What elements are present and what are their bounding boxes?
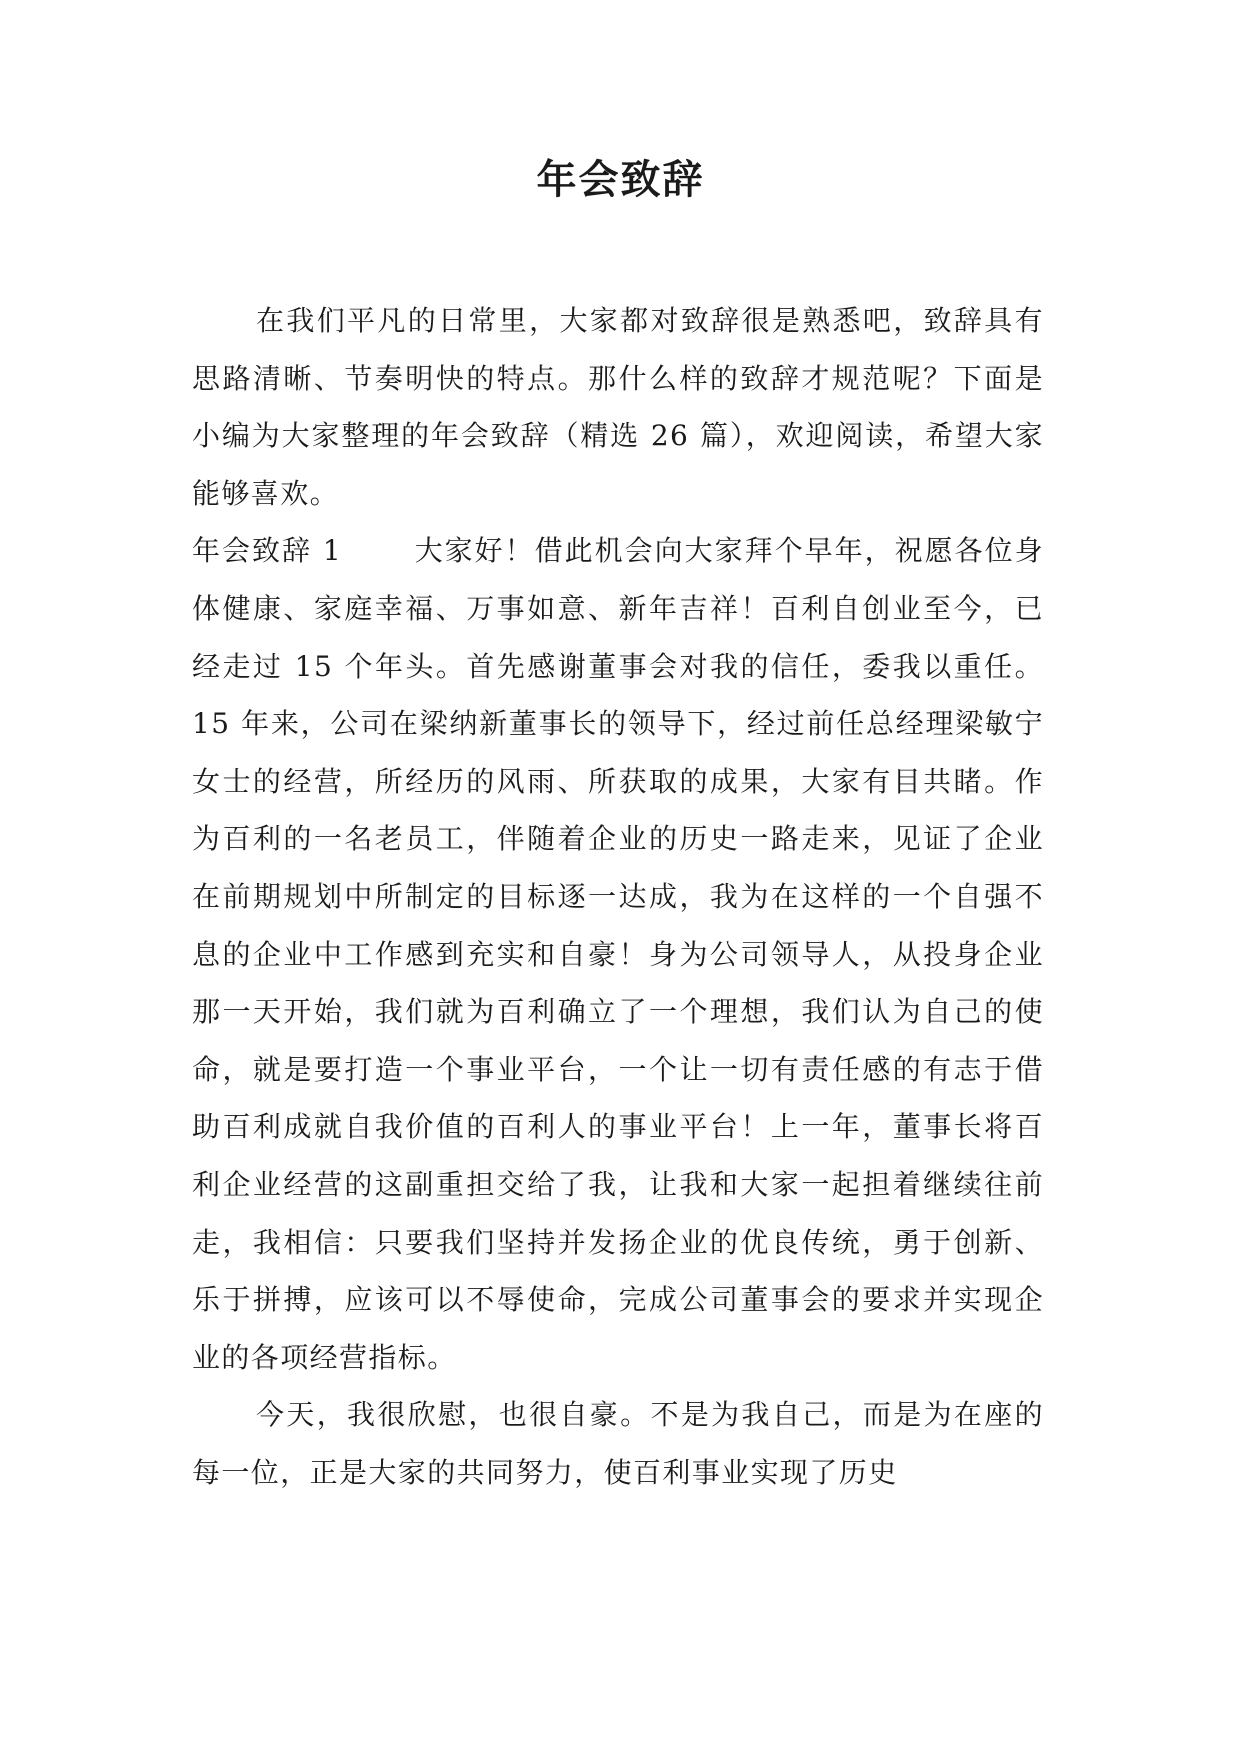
section-1-text: 大家好！借此机会向大家拜个早年，祝愿各位身体健康、家庭幸福、万事如意、新年吉祥！百利自创业至今，已经走过 15 个年头。首先感谢董事会对我的信任，委我以重任。15 年来，公司在梁纳新董事长的领导下，经过前任总经理梁敏宁女士的经营，所经历的风雨、所获取的成果，大家有目共睹。作为百利的一名老员工，伴随着企业的历史一路走来，见证了企业在前期规划中所制定的目标逐一达成，我为在这样的一个自强不息的企业中工作感到充实和自豪！身为公司领导人，从投身企业那一天开始，我们就为百利确立了一个理想，我们认为自己的使命，就是要打造一个事业平台，一个让一切有责任感的有志于借助百利成就自我价值的百利人的事业平台！上一年，董事长将百利企业经营的这副重担交给了我，让我和大家一起担着继续往前走，我相信：只要我们坚持并发扬企业的优良传统，勇于创新、乐于拼搏，应该可以不辱使命，完成公司董事会的要求并实现企业的各项经营指标。 <box>192 534 1044 1374</box>
document-body <box>192 292 1044 1501</box>
document-title: 年会致辞 <box>536 157 705 203</box>
intro-paragraph: 在我们平凡的日常里，大家都对致辞很是熟悉吧，致辞具有思路清晰、节奏明快的特点。那什么样的致辞才规范呢？下面是小编为大家整理的年会致辞（精选 26 篇），欢迎阅读，希望大家能够喜欢。 <box>192 304 1044 510</box>
section-1-paragraph <box>192 522 1044 1386</box>
section-1-heading: 年会致辞 1 <box>192 534 343 568</box>
paragraph-2: 今天，我很欣慰，也很自豪。不是为我自己，而是为在座的每一位，正是大家的共同努力，使百利事业实现了历史 <box>192 1398 1044 1489</box>
